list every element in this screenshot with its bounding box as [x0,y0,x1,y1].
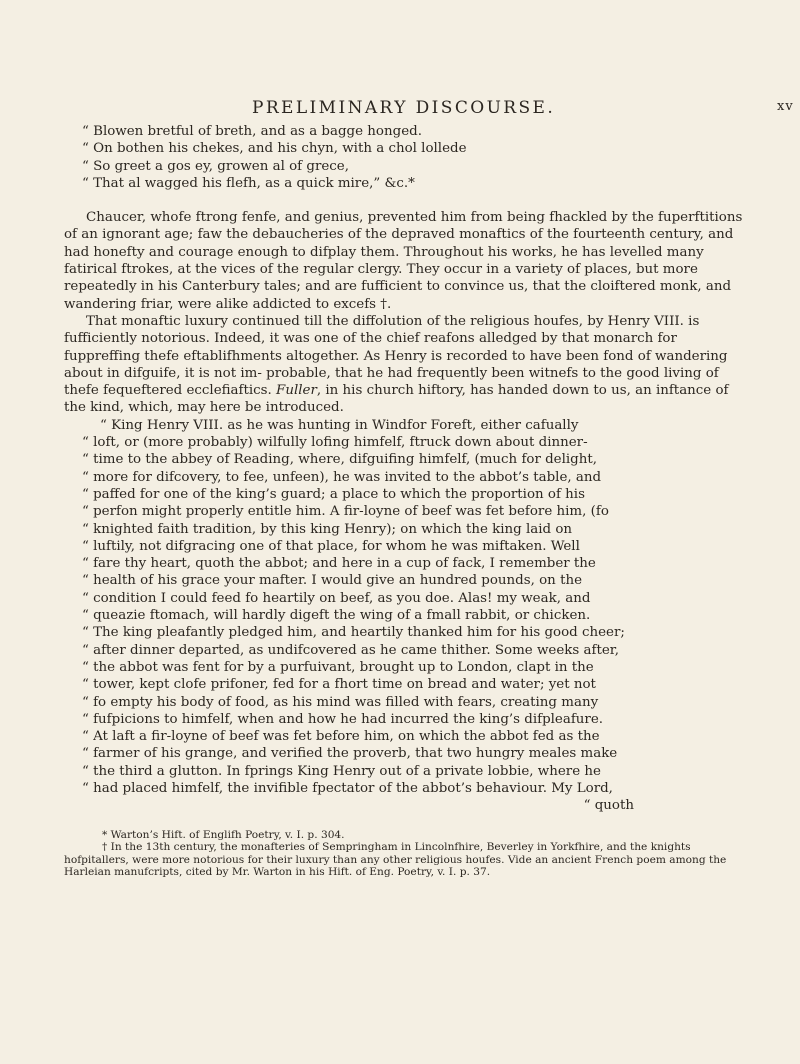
verse-line: “ That al wagged his flefh, as a quick mire,” &c.* [82,175,415,191]
header-title: PRELIMINARY DISCOURSE. [252,98,556,118]
quote-line: “ queazie ftomach, will hardly digeft the wing of a fmall rabbit, or chicken. [82,608,591,624]
quote-line: “ loft, or (more probably) wilfully lofing himfelf, ftruck down about dinner- [82,435,588,451]
page-number: xv [777,99,794,114]
quote-line: “ after dinner departed, as undifcovered as he came thither. Some weeks after, [82,642,619,658]
quote-line: “ paffed for one of the king’s guard; a place to which the proportion of his [82,486,585,502]
quote-line: “ fufpicions to himfelf, when and how he had incurred the king’s difpleafure. [82,711,604,727]
quote-line: “ perfon might properly entitle him. A fir-loyne of beef was fet before him, (fo [82,504,609,520]
quote-line: “ the abbot was fent for by a purfuivant, brought up to London, clapt in the [82,659,594,675]
quote-line: “ The king pleafantly pledged him, and heartily thanked him for his good cheer; [82,625,625,641]
quote-line: “ had placed himfelf, the invifible fpectator of the abbot’s behaviour. My Lord, [82,780,613,796]
paragraph-monastic-luxury [64,313,754,417]
quote-line: “ luftily, not difgracing one of that place, for whom he was miftaken. Well [82,538,580,554]
paragraph-monastic-text: That monaftic luxury continued till the diffolution of the religious houfes, by Henry VIII. is fufficiently notorious. Indeed, it was one of the chief reafons alledged by that monarch for fuppreffing thefe eftablifhments altogether. As Henry is recorded to have been fond of wandering about in difguife, it is not im- probable, that he had frequently been witnefs to the good living of thefe fequeftered ecclefiaftics. [64,313,728,399]
quote-line: “ knighted faith tradition, by this king Henry); on which the king laid on [82,521,573,537]
body-text [64,123,754,879]
catchword: “ quoth [583,798,634,814]
quote-line: “ more for difcovery, to fee, unfeen), he was invited to the abbot’s table, and [82,469,602,485]
quote-line: “ health of his grace your mafter. I would give an hundred pounds, on the [82,573,582,589]
verse-quotation [82,123,754,192]
quote-line: “ the third a glutton. In fprings King Henry out of a private lobbie, where he [82,763,601,779]
quote-line: “ King Henry VIII. as he was hunting in Windfor Foreft, either cafually [100,417,579,433]
fuller-text: , in his church hiftory, has handed down to us, an inftance of the kind, which, may here be introduced. [64,383,729,416]
verse-line: “ Blowen bretful of breth, and as a bagge honged. [82,124,422,139]
quote-line: “ tower, kept clofe prifoner, fed for a fhort time on bread and water; yet not [82,677,596,693]
paragraph-chaucer: Chaucer, whofe ftrong fenfe, and genius, prevented him from being fhackled by the fuperftitions of an ignorant age; faw the debaucheries of the depraved monaftics of the fourteenth century, and had honefty and courage enough to difplay them. Throughout his works, he has levelled many fatirical ftrokes, at the vices of the regular clergy. They occur in a variety of places, but more repeatedly in his Canterbury tales; and are fufficient to convince us, that the cloiftered monk, and wandering friar, were alike addicted to excefs †. [64,210,743,312]
running-header [252,98,794,118]
quote-line: “ time to the abbey of Reading, where, difguifing himfelf, (much for delight, [82,452,598,468]
quote-line: “ condition I could feed fo heartily on beef, as you doe. Alas! my weak, and [82,590,591,606]
quote-line: “ fare thy heart, quoth the abbot; and here in a cup of fack, I remember the [82,556,596,572]
verse-line: “ So greet a gos ey, growen al of grece, [82,158,349,174]
quote-line: “ fo empty his body of food, as his mind was filled with fears, creating many [82,694,599,710]
verse-line: “ On bothen his chekes, and his chyn, with a chol lollede [82,141,467,157]
footnote-2: † In the 13th century, the monafteries of Sempringham in Lincolnfhire, Beverley in Yorkfhire, and the knights hofpitallers, were more notorious for their luxury than any other religious houfes. Vide an ancient French poem among the Harleian manufcripts, cited by Mr. Warton in his Hift. of Eng. Poetry, v. I. p. 37. [64,841,727,879]
footnotes [64,829,754,879]
footnote-1: * Warton’s Hift. of Englifh Poetry, v. I. p. 304. [102,828,345,841]
quote-line: “ farmer of his grange, and verified the proverb, that two hungry meales make [82,746,618,762]
fuller-quotation [64,417,754,815]
quote-line: “ At laft a fir-loyne of beef was fet before him, on which the abbot fed as the [82,729,600,745]
fuller-name: Fuller [276,383,317,399]
